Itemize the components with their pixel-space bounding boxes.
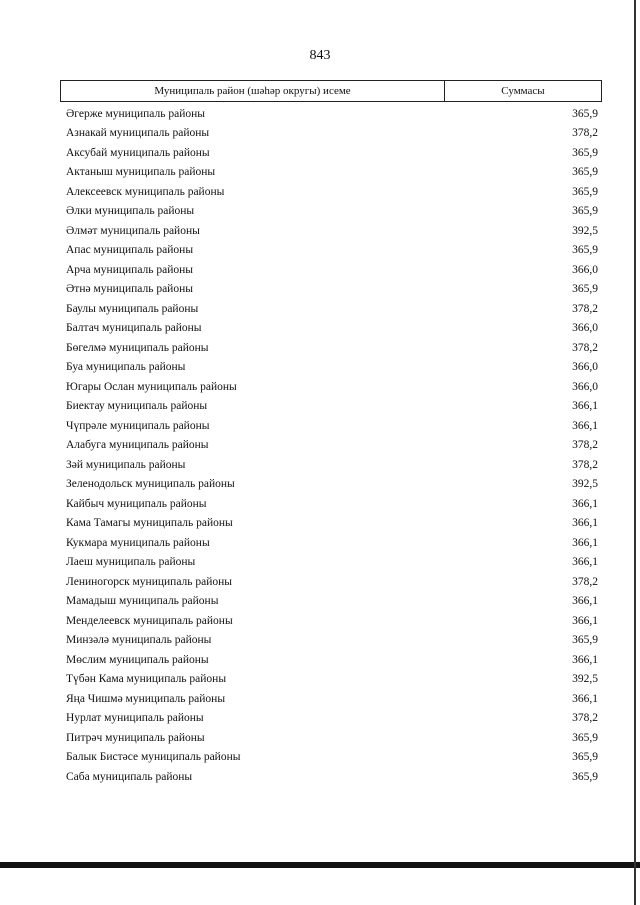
district-name: Алексеевск муниципаль районы <box>66 185 225 198</box>
district-name: Минзәлә муниципаль районы <box>66 634 212 647</box>
amount-value: 365,9 <box>572 166 598 179</box>
table-row <box>66 592 598 612</box>
table-row <box>66 767 598 787</box>
district-name: Аксубай муниципаль районы <box>66 146 210 159</box>
amount-value: 365,9 <box>572 146 598 159</box>
district-name: Балык Бистәсе муниципаль районы <box>66 751 241 764</box>
district-name: Кукмара муниципаль районы <box>66 536 210 549</box>
amount-value: 392,5 <box>572 478 598 491</box>
district-name: Әлмәт муниципаль районы <box>66 224 200 237</box>
table-row <box>66 689 598 709</box>
amount-value: 365,9 <box>572 770 598 783</box>
scan-right-border <box>634 0 636 905</box>
amount-value: 366,1 <box>572 614 598 627</box>
table-row <box>66 182 598 202</box>
district-name: Әтнә муниципаль районы <box>66 283 193 296</box>
table-row <box>66 241 598 261</box>
amount-value: 366,1 <box>572 692 598 705</box>
table-row <box>66 728 598 748</box>
amount-value: 366,1 <box>572 400 598 413</box>
table-row <box>66 319 598 339</box>
amount-value: 366,1 <box>572 653 598 666</box>
table-row <box>66 494 598 514</box>
table-row <box>66 104 598 124</box>
table-row <box>66 397 598 417</box>
district-name: Арча муниципаль районы <box>66 263 194 276</box>
amount-value: 366,0 <box>572 361 598 374</box>
district-name: Нурлат муниципаль районы <box>66 712 204 725</box>
table-row <box>66 748 598 768</box>
amount-value: 392,5 <box>572 673 598 686</box>
amount-value: 365,9 <box>572 283 598 296</box>
table-row <box>66 611 598 631</box>
table-row <box>66 514 598 534</box>
district-name: Баулы муниципаль районы <box>66 302 199 315</box>
table-row <box>66 455 598 475</box>
district-name: Зеленодольск муниципаль районы <box>66 478 235 491</box>
district-name: Мамадыш муниципаль районы <box>66 595 219 608</box>
table-row <box>66 202 598 222</box>
column-header-sum: Суммасы <box>501 85 545 97</box>
district-name: Бөгелмә муниципаль районы <box>66 341 209 354</box>
district-name: Буа муниципаль районы <box>66 361 186 374</box>
table-row <box>66 416 598 436</box>
table-row <box>66 221 598 241</box>
district-name: Менделеевск муниципаль районы <box>66 614 233 627</box>
district-name: Зәй муниципаль районы <box>66 458 186 471</box>
table-row <box>66 143 598 163</box>
amount-value: 378,2 <box>572 302 598 315</box>
amount-value: 392,5 <box>572 224 598 237</box>
amount-value: 378,2 <box>572 575 598 588</box>
district-name: Питрәч муниципаль районы <box>66 731 205 744</box>
amount-value: 365,9 <box>572 107 598 120</box>
district-name: Югары Ослан муниципаль районы <box>66 380 237 393</box>
table-row <box>66 124 598 144</box>
amount-value: 365,9 <box>572 731 598 744</box>
district-name: Чүпрәле муниципаль районы <box>66 419 210 432</box>
page-number: 843 <box>309 48 331 63</box>
district-name: Әлки муниципаль районы <box>66 205 195 218</box>
amount-value: 366,1 <box>572 497 598 510</box>
amount-value: 366,0 <box>572 263 598 276</box>
amount-value: 366,1 <box>572 419 598 432</box>
amount-value: 378,2 <box>572 458 598 471</box>
table-body <box>66 104 598 787</box>
amount-value: 365,9 <box>572 751 598 764</box>
table-row <box>66 338 598 358</box>
amount-value: 366,1 <box>572 556 598 569</box>
district-name: Мөслим муниципаль районы <box>66 653 209 666</box>
amount-value: 365,9 <box>572 244 598 257</box>
table-row <box>66 299 598 319</box>
district-name: Кайбыч муниципаль районы <box>66 497 207 510</box>
amount-value: 366,0 <box>572 380 598 393</box>
table-row <box>66 631 598 651</box>
table-row <box>66 260 598 280</box>
table-header <box>60 80 602 102</box>
amount-value: 378,2 <box>572 439 598 452</box>
district-name: Лаеш муниципаль районы <box>66 556 196 569</box>
district-name: Саба муниципаль районы <box>66 770 193 783</box>
table-row <box>66 475 598 495</box>
amount-value: 365,9 <box>572 205 598 218</box>
table-row <box>66 377 598 397</box>
district-name: Кама Тамагы муниципаль районы <box>66 517 233 530</box>
table-row <box>66 709 598 729</box>
table-row <box>66 650 598 670</box>
district-name: Апас муниципаль районы <box>66 244 194 257</box>
amount-value: 366,1 <box>572 517 598 530</box>
amount-value: 378,2 <box>572 341 598 354</box>
district-name: Алабуга муниципаль районы <box>66 439 209 452</box>
amount-value: 366,1 <box>572 536 598 549</box>
table-row <box>66 670 598 690</box>
district-name: Актаныш муниципаль районы <box>66 166 216 179</box>
district-name: Әгерже муниципаль районы <box>66 107 205 120</box>
amount-value: 366,1 <box>572 595 598 608</box>
amount-value: 378,2 <box>572 712 598 725</box>
amount-value: 365,9 <box>572 634 598 647</box>
table-row <box>66 280 598 300</box>
table-row <box>66 163 598 183</box>
district-name: Биектау муниципаль районы <box>66 400 208 413</box>
table-row <box>66 533 598 553</box>
amount-value: 378,2 <box>572 127 598 140</box>
amount-value: 365,9 <box>572 185 598 198</box>
table-row <box>66 358 598 378</box>
table-row <box>66 572 598 592</box>
column-header-name: Муниципаль район (шәһәр округы) исеме <box>61 81 445 101</box>
district-name: Лениногорск муниципаль районы <box>66 575 233 588</box>
district-name: Түбән Кама муниципаль районы <box>66 673 227 686</box>
table-row <box>66 436 598 456</box>
amount-value: 366,0 <box>572 322 598 335</box>
table-row <box>66 553 598 573</box>
scan-bottom-border <box>0 862 640 868</box>
district-name: Яңа Чишмә муниципаль районы <box>66 692 226 705</box>
district-name: Балтач муниципаль районы <box>66 322 202 335</box>
district-name: Азнакай муниципаль районы <box>66 127 210 140</box>
